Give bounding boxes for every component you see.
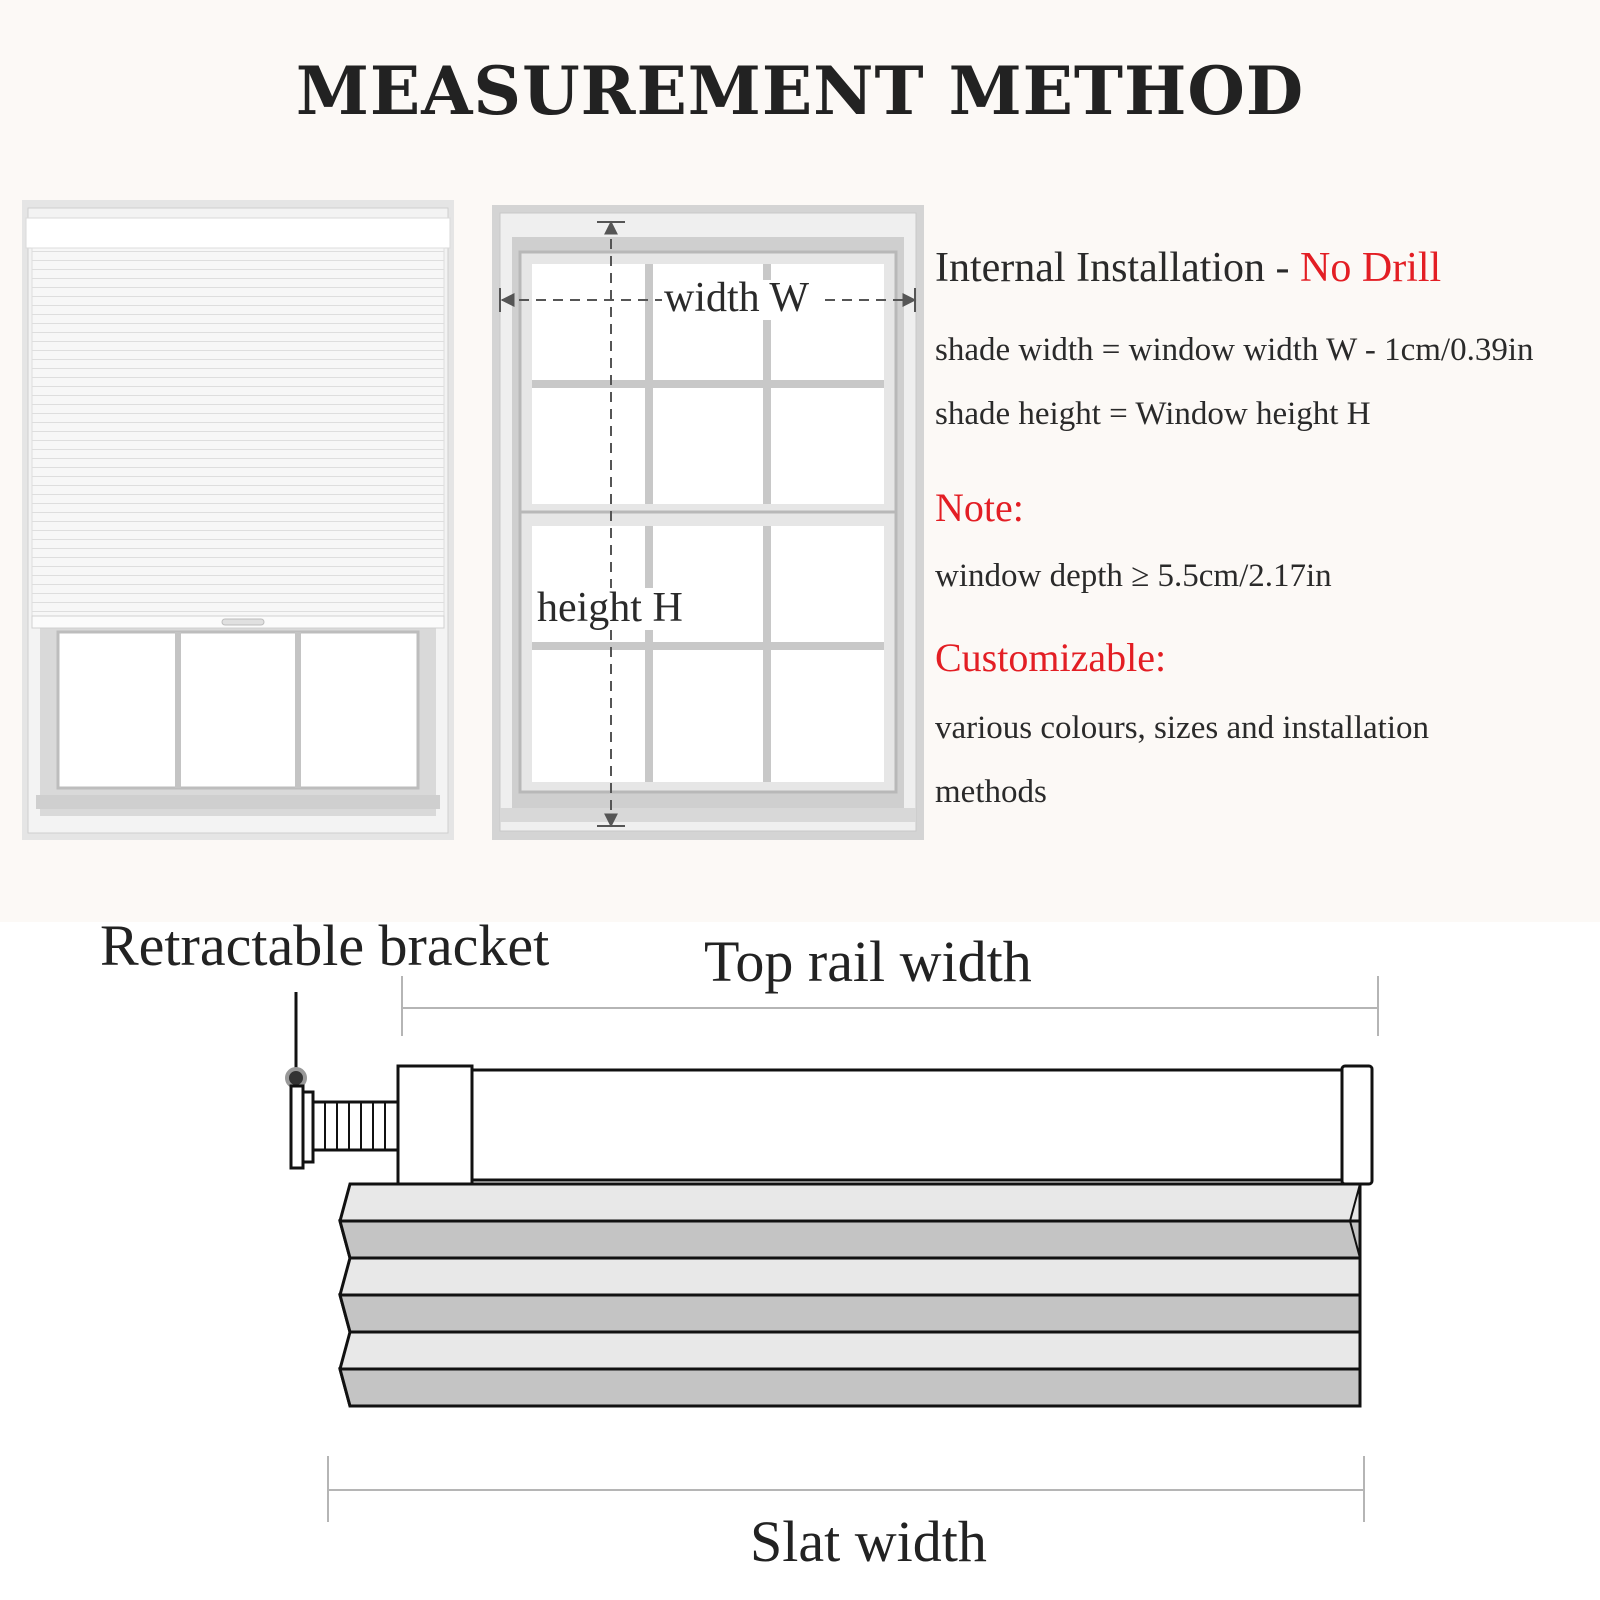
formula-height: shade height = Window height H bbox=[935, 396, 1371, 432]
formula-width: shade width = window width W - 1cm/0.39in bbox=[935, 332, 1534, 368]
shade-window-illustration bbox=[22, 200, 454, 840]
slat-width-label: Slat width bbox=[750, 1509, 987, 1574]
top-rail-diagram bbox=[287, 976, 1378, 1184]
customizable-text-line2: methods bbox=[935, 774, 1047, 810]
page-title: MEASUREMENT METHOD bbox=[295, 52, 1305, 130]
bracket-label: Retractable bracket bbox=[100, 913, 550, 978]
customizable-text-line1: various colours, sizes and installation bbox=[935, 710, 1429, 746]
width-label: width W bbox=[664, 275, 810, 321]
customizable-label: Customizable: bbox=[935, 635, 1167, 680]
installation-heading-text: Internal Installation - bbox=[935, 245, 1290, 291]
note-text: window depth ≥ 5.5cm/2.17in bbox=[935, 558, 1332, 594]
top-rail-label: Top rail width bbox=[704, 929, 1032, 994]
installation-heading bbox=[935, 244, 1441, 292]
slat-stack bbox=[340, 1184, 1360, 1406]
no-drill-highlight: No Drill bbox=[1300, 245, 1442, 291]
note-label: Note: bbox=[935, 485, 1024, 530]
height-label: height H bbox=[537, 585, 683, 631]
